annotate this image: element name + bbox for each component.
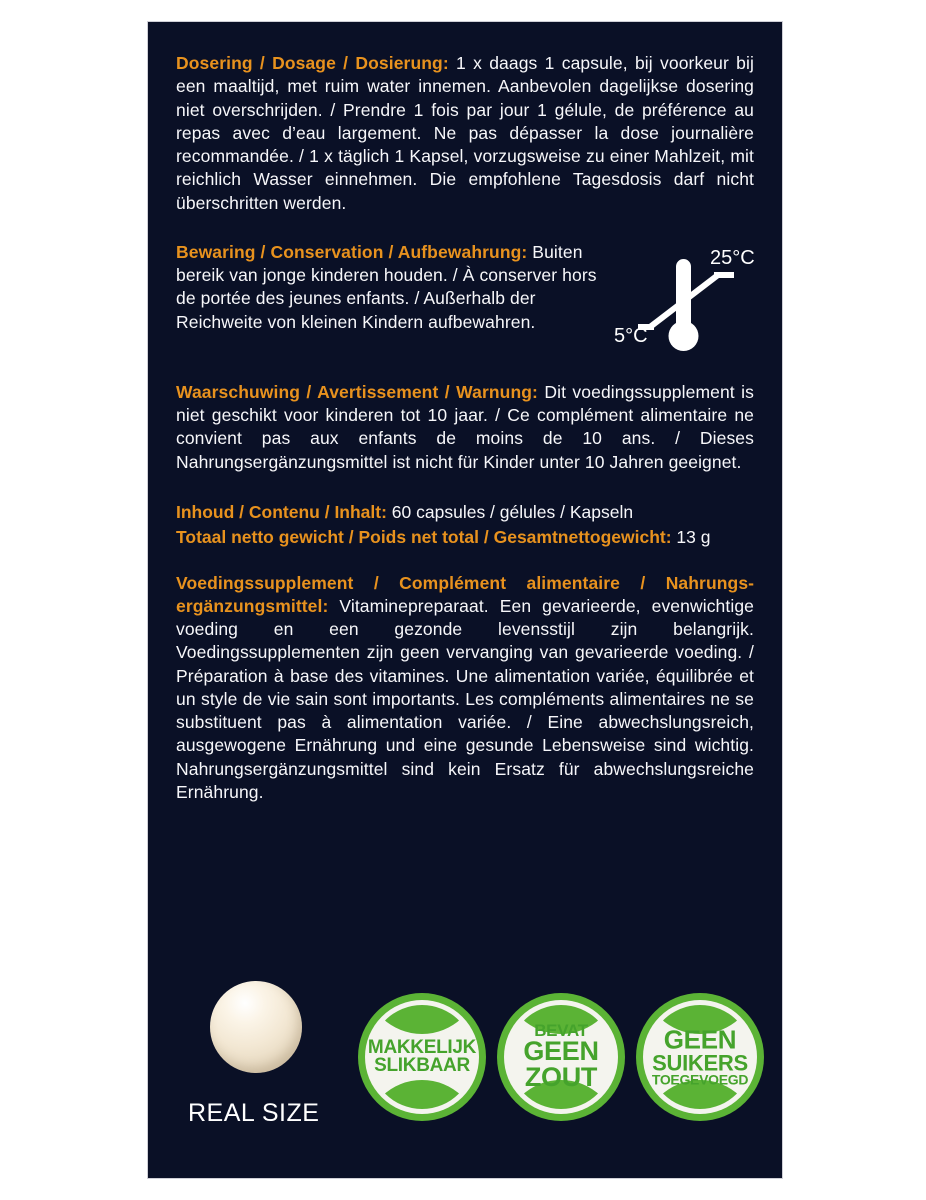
content-amount-heading: Inhoud / Contenu / Inhalt: (176, 501, 387, 522)
content-weight-heading: Totaal netto gewicht / Poids net total / Gesamtnettogewicht: (176, 526, 672, 547)
storage-heading: Bewaring / Conservation / Aufbewahrung: (176, 241, 528, 262)
badge-text (643, 1024, 757, 1088)
capsule-sphere-icon (210, 981, 302, 1073)
storage-temp-max-label: 25°C (710, 246, 755, 269)
badge-line-3: ZOUT (524, 1062, 598, 1093)
dosage-section (176, 52, 754, 215)
badge-line-1: GEEN (663, 1024, 737, 1055)
real-size-block (188, 981, 368, 1128)
content-weight-value: 13 g (671, 526, 711, 547)
dosage-body: 1 x daags 1 capsule, bij voorkeur bij een maaltijd, met ruim water innemen. Aanbevolen dagelijkse dosering niet overschrijden. / Prendre 1 fois par jour 1 gélule, de préférence au repas avec d’eau largement. Ne pas dépasser la dose journalière recommandée. / 1 x täglich 1 Kapsel, vorzugsweise zu einer Mahlzeit, mit reichlich Wasser einnehmen. Die empfohlene Tagesdosis darf nicht überschritten werden. (176, 53, 754, 213)
storage-temp-min-label: 5°C (614, 324, 648, 347)
badge-line-2: SUIKERS (652, 1050, 748, 1076)
storage-text-block (176, 241, 616, 334)
badge-line-2: GEEN (523, 1036, 599, 1067)
product-label-panel (148, 22, 782, 1178)
badge-line-1: MAKKELIJK (367, 1036, 477, 1058)
warning-section (176, 381, 754, 474)
content-section (176, 500, 754, 550)
badge-inner-ring (504, 1000, 618, 1114)
content-amount-value: 60 capsules / gélules / Kapseln (386, 501, 634, 522)
real-size-label: REAL SIZE (188, 1099, 320, 1127)
badge-line-1: BEVAT (534, 1020, 588, 1040)
thermometer-icon (614, 246, 776, 355)
dosage-paragraph (176, 52, 754, 215)
badge-no-added-sugar (636, 993, 764, 1121)
badge-line-2: SLIKBAAR (374, 1055, 470, 1076)
storage-body: Buiten bereik van jonge kinderen houden. / À conserver hors de portée des jeunes enfants. / Außerhalb der Reichweite von kleinen Kindern aufbewahren. (176, 241, 597, 332)
content-weight-line (176, 525, 754, 550)
badge-line-3: TOEGEVOEGD (651, 1071, 749, 1088)
supplement-body: Vitaminepreparaat. Een gevarieerde, evenwichtige voeding en een gezonde levensstijl zijn belangrijk. Voedingssupplementen zijn geen vervanging van gevarieerde voeding. / Préparation à base des vitamines. Une alimentation variée, équilibrée et un style de vie sain sont importants. Les compléments alimentaires ne se substituent pas à alimentation variée. / Eine abwechslungsreich, ausgewogene Ernährung und eine gesunde Lebensweise sind wichtig. Nahrungsergänzungsmittel sind kein Ersatz für abwechslungsreiche Ernährung. (176, 595, 754, 802)
badge-easy-to-swallow (358, 993, 486, 1121)
supplement-heading: Voedingssupplement / Complément alimentaire / Nahrungsergänzungsmittel: (176, 572, 754, 616)
warning-paragraph (176, 381, 754, 474)
badge-arc-top (370, 1005, 474, 1034)
badge-text (365, 1036, 479, 1076)
storage-paragraph (176, 241, 616, 334)
supplement-paragraph (176, 572, 754, 805)
storage-section (176, 241, 754, 355)
warning-heading: Waarschuwing / Avertissement / Warnung: (176, 381, 538, 402)
supplement-section (176, 572, 754, 805)
bottom-area (176, 981, 764, 1156)
warning-body: Dit voedingssupplement is niet geschikt voor kinderen tot 10 jaar. / Ce complément alimentaire ne convient pas aux enfants de moins de 10 ans. / Dieses Nahrungsergänzungsmittel ist nicht für Kinder unter 10 Jahren geeignet. (176, 381, 754, 472)
badge-inner-ring (643, 1000, 757, 1114)
badge-text (504, 1020, 618, 1093)
content-amount-line (176, 500, 754, 525)
badge-no-salt (497, 993, 625, 1121)
dosage-heading: Dosering / Dosage / Dosierung: (176, 53, 449, 73)
badge-inner-ring (365, 1000, 479, 1114)
badge-arc-bottom (370, 1080, 474, 1109)
claim-badges (358, 993, 764, 1121)
